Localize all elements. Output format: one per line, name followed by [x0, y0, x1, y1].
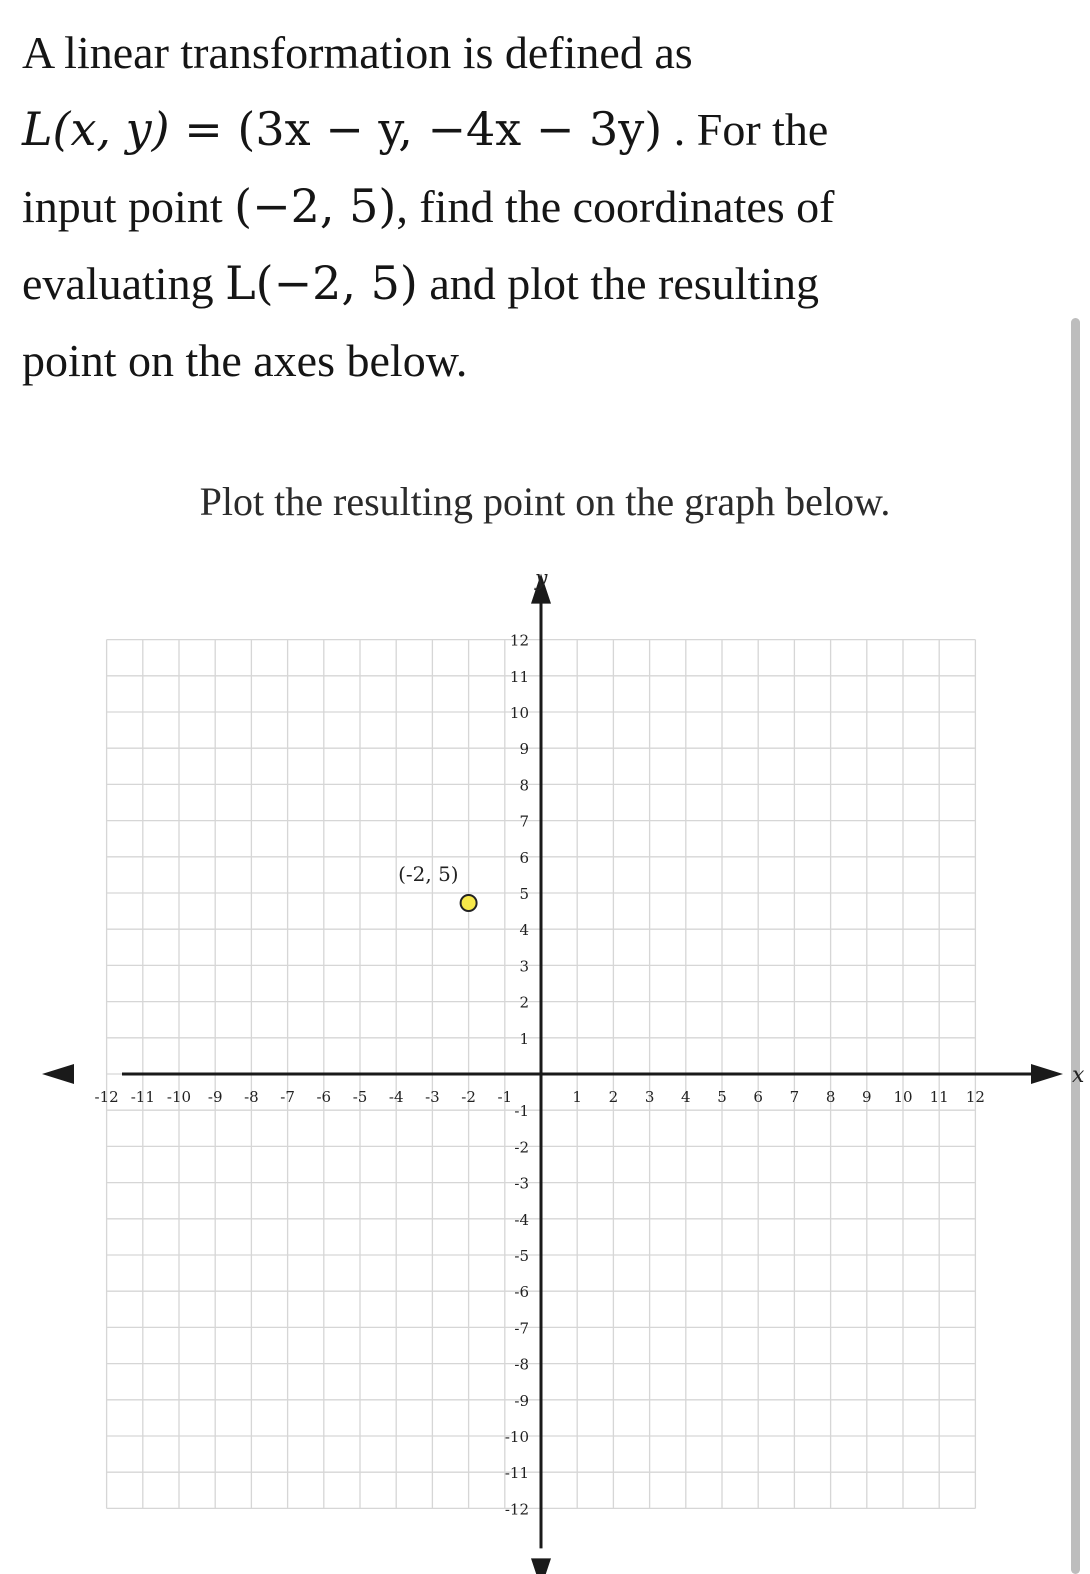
- y-tick-label: -9: [514, 1391, 529, 1410]
- x-tick-label: -12: [94, 1088, 119, 1106]
- y-tick-label: -7: [514, 1319, 529, 1338]
- x-tick-label: 10: [893, 1088, 913, 1106]
- plotted-point[interactable]: [461, 895, 477, 911]
- y-tick-label: -12: [504, 1500, 529, 1519]
- formula-lhs: L(x, y): [22, 102, 170, 156]
- question-line-5: point on the axes below.: [22, 335, 468, 386]
- x-tick-label: -6: [316, 1088, 332, 1106]
- x-tick-label: 9: [862, 1088, 872, 1106]
- plotted-points[interactable]: [398, 862, 477, 911]
- x-tick-label: -9: [207, 1088, 223, 1106]
- y-tick-label: -11: [504, 1464, 529, 1483]
- x-tick-label: 11: [929, 1088, 949, 1106]
- x-tick-label: -3: [425, 1088, 440, 1106]
- x-tick-label: -1: [497, 1088, 513, 1106]
- line-3-tail: , find the coordinates of: [396, 181, 835, 232]
- line-4-tail: and plot the resulting: [429, 258, 820, 309]
- y-tick-label: -6: [514, 1283, 529, 1302]
- y-tick-label: 9: [519, 740, 529, 759]
- y-tick-label: 8: [519, 776, 529, 795]
- x-tick-label: 5: [717, 1088, 727, 1106]
- y-tick-label: 11: [509, 667, 529, 686]
- y-tick-label: 2: [519, 993, 529, 1012]
- point-label: (-2, 5): [398, 862, 459, 886]
- x-axis-title: x: [1072, 1063, 1085, 1088]
- y-tick-label: -8: [514, 1355, 529, 1374]
- y-tick-label: -3: [514, 1174, 529, 1193]
- x-axis-arrow-left: [42, 1064, 74, 1084]
- eval-expression: L(−2, 5): [225, 256, 418, 310]
- y-tick-label: -10: [504, 1428, 529, 1446]
- y-tick-label: -4: [514, 1210, 529, 1229]
- x-tick-label: 4: [681, 1088, 691, 1106]
- instruction-text: Plot the resulting point on the graph below.: [199, 479, 891, 524]
- x-tick-label: -5: [352, 1088, 368, 1106]
- y-tick-label: 7: [519, 812, 529, 831]
- x-tick-label: 8: [825, 1088, 836, 1106]
- x-tick-label: -11: [130, 1088, 155, 1106]
- x-tick-label: 12: [965, 1088, 985, 1106]
- y-tick-label: -1: [514, 1102, 529, 1121]
- y-tick-label: 3: [519, 957, 529, 976]
- formula-rhs: (3x − y, −4x − 3y): [237, 102, 663, 156]
- x-tick-label: -7: [280, 1088, 295, 1106]
- y-tick-label: -2: [514, 1138, 529, 1157]
- x-tick-label: 3: [644, 1088, 655, 1106]
- y-tick-label: 12: [509, 631, 529, 650]
- y-tick-label: 1: [519, 1029, 529, 1048]
- line-3-head: input point: [22, 181, 223, 232]
- x-tick-label: 2: [608, 1088, 619, 1106]
- x-tick-label: -8: [244, 1088, 259, 1106]
- x-tick-label: -4: [388, 1088, 404, 1106]
- line-2-tail: . For the: [673, 104, 829, 155]
- x-tick-label: 7: [789, 1088, 800, 1106]
- y-tick-label: -5: [514, 1247, 529, 1265]
- formula-eq: =: [184, 102, 223, 156]
- y-axis-title: y: [535, 566, 548, 592]
- y-tick-label: 10: [509, 704, 529, 722]
- y-tick-label: 5: [519, 885, 529, 903]
- question-line-1: A linear transformation is defined as: [22, 27, 693, 78]
- x-axis-arrow-right: [1031, 1064, 1063, 1084]
- x-tick-label: -2: [461, 1088, 476, 1106]
- x-tick-label: 6: [753, 1088, 763, 1106]
- y-tick-label: 6: [519, 848, 529, 867]
- line-4-head: evaluating: [22, 258, 214, 309]
- x-tick-label: 1: [572, 1088, 582, 1106]
- input-point: (−2, 5): [234, 179, 397, 233]
- y-axis-arrow-down: [531, 1558, 551, 1574]
- x-tick-label: -10: [166, 1088, 192, 1106]
- y-tick-label: 4: [519, 921, 529, 940]
- axes: [42, 574, 1063, 1574]
